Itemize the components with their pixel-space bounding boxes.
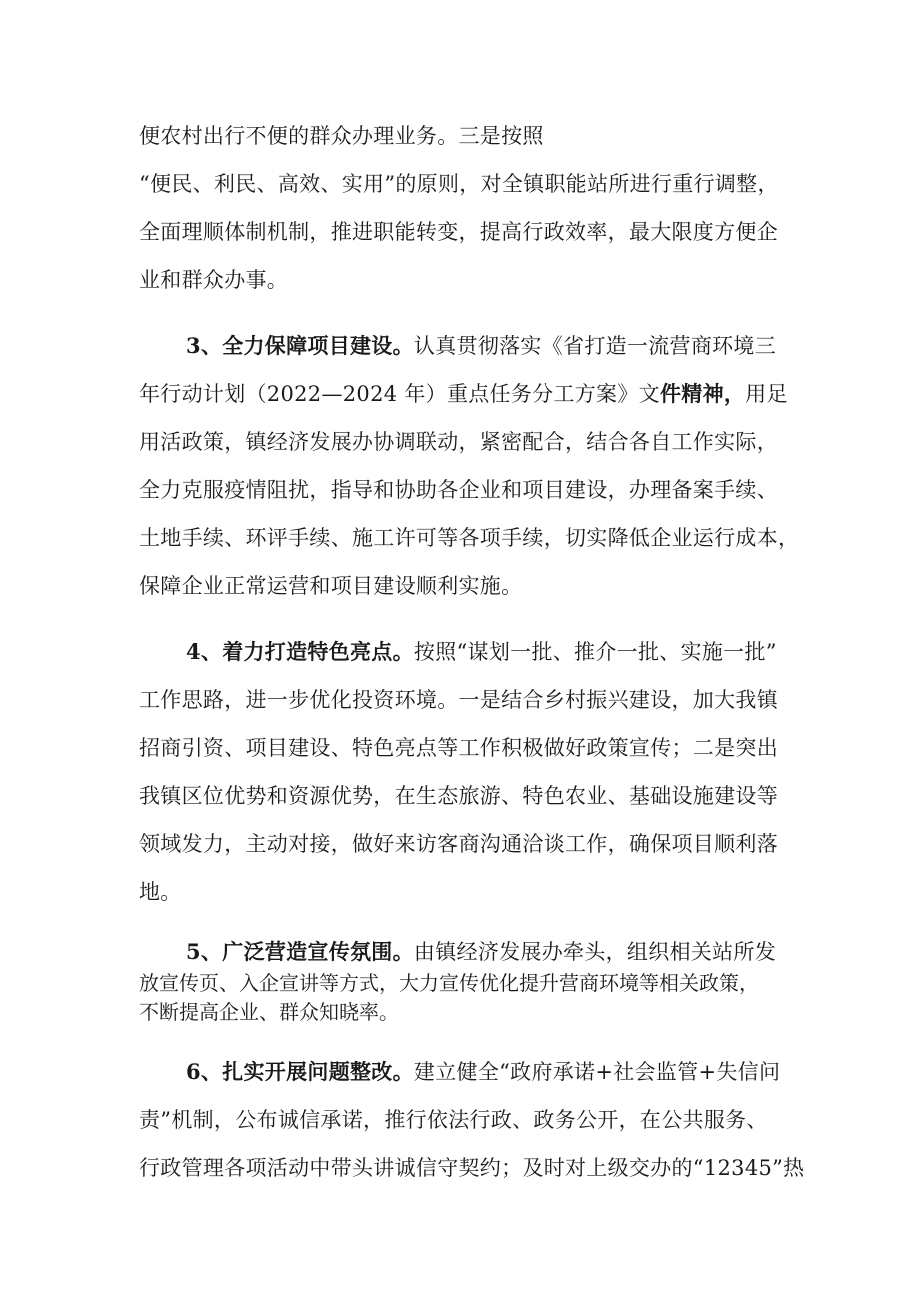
p3-line-1-text: 认真贯彻落实《省打造一流营商环境三 xyxy=(413,334,777,358)
p3-line-2 xyxy=(139,380,788,408)
p3-line-6: 保障企业正常运营和项目建设顺利实施。 xyxy=(139,574,523,598)
p4-heading: 4、着力打造特色亮点。 xyxy=(186,639,414,664)
p3-line-4: 全力克服疫情阻扰，指导和协助各企业和项目建设，办理备案手续、 xyxy=(139,478,778,502)
p6-heading: 6、扎实开展问题整改。 xyxy=(186,1059,414,1084)
p4-line-1 xyxy=(186,638,777,666)
p4-line-5: 领域发力，主动对接，做好来访客商沟通洽谈工作，确保项目顺利落 xyxy=(139,832,778,856)
p6-line-2: 责”机制，公布诚信承诺，推行依法行政、政务公开，在公共服务、 xyxy=(139,1108,768,1132)
p1-line-4: 业和群众办事。 xyxy=(139,268,289,292)
p5-line-3: 不断提高企业、群众知晓率。 xyxy=(139,1000,399,1024)
p4-line-6: 地。 xyxy=(139,880,182,904)
p6-line-1 xyxy=(186,1058,780,1086)
p5-line-2: 放宣传页、入企宣讲等方式，大力宣传优化提升营商环境等相关政策， xyxy=(139,971,759,995)
p4-line-4: 我镇区位优势和资源优势，在生态旅游、特色农业、基础设施建设等 xyxy=(139,784,778,808)
p1-line-3: 全面理顺体制机制，推进职能转变，提高行政效率，最大限度方便企 xyxy=(139,220,778,244)
p5-line-1 xyxy=(186,938,776,966)
p3-line-2-a: 年行动计划（2022—2024 年）重点任务分工方案》文 xyxy=(139,382,660,406)
p1-line-2: “便民、利民、高效、实用”的原则，对全镇职能站所进行重行调整， xyxy=(139,172,779,196)
p5-heading: 5、广泛营造宣传氛围。 xyxy=(186,939,414,964)
p3-heading: 3、全力保障项目建设。 xyxy=(186,333,414,358)
p6-line-1-text: 建立健全“政府承诺+社会监管+失信问 xyxy=(413,1060,781,1084)
p4-line-2: 工作思路，进一步优化投资环境。一是结合乡村振兴建设，加大我镇 xyxy=(139,688,778,712)
p3-line-2-bold: 件精神， xyxy=(659,381,746,406)
p3-line-3: 用活政策，镇经济发展办协调联动，紧密配合，结合各自工作实际， xyxy=(139,430,778,454)
p3-line-2-c: 用足 xyxy=(745,382,788,406)
p4-line-3: 招商引资、项目建设、特色亮点等工作积极做好政策宣传；二是突出 xyxy=(139,736,778,760)
p5-line-1-text: 由镇经济发展办牵头，组织相关站所发 xyxy=(413,940,777,964)
p3-line-1 xyxy=(186,332,776,360)
p6-line-3: 行政管理各项活动中带头讲诚信守契约；及时对上级交办的“12345”热 xyxy=(139,1156,805,1180)
p4-line-1-text: 按照“谋划一批、推介一批、实施一批” xyxy=(413,640,777,664)
p1-line-1: 便农村出行不便的群众办理业务。三是按照 xyxy=(139,124,544,148)
p3-line-5: 土地手续、环评手续、施工许可等各项手续，切实降低企业运行成本， xyxy=(139,526,800,550)
